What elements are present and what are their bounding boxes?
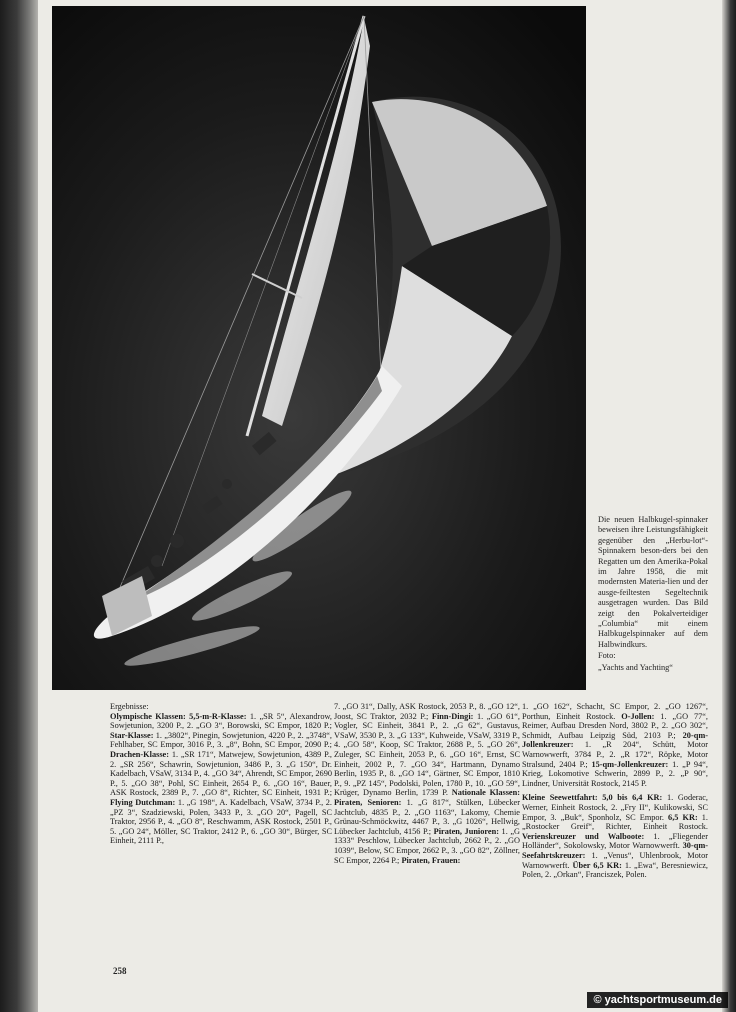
class-results: 1. „R 204“, Schütt, Motor Warnowwerft, 3784 P., 2. „R 172“, Röpke, Motor Stralsund, 2404 P.; <box>522 740 708 769</box>
caption-text: Die neuen Halbkugel-spinnaker beweisen ihre Leistungsfähigkeit gegenüber den „Herbu-lot“-Spinnakern beson-ders bei den Regatten um den Amerika-Pokal im Jahre 1958, die mit modernsten Materia-lien und der ausge-feiltesten Segeltechnik ausgetragen wurden. Das Bild zeigt den Pokalverteidiger „Columbia“ mit einem Halbkugelspinnaker auf dem Halbwindkurs. <box>598 515 708 649</box>
class-name: 20-qm-Jollenkreuzer: <box>522 730 708 750</box>
class-name: 15-qm-Jollenkreuzer: <box>591 759 669 769</box>
results-paragraph <box>334 702 520 865</box>
caption-credit-label: Foto: <box>598 651 616 661</box>
class-results: 1. „Venus“, Uhlenbrook, Motor Warnowwerft. <box>522 850 708 870</box>
class-results: 1. „P 94“, Krieg, Lokomotive Schwerin, 2899 P., 2. „P 90“, Lindner, Universität Rostock, 2145 P. <box>522 759 708 788</box>
class-name: O-Jollen: <box>621 711 655 721</box>
class-results: 1. „SR 5“, Alexandrow, Sowjetunion, 3200 P., 2. „GO 3“, Borowski, SC Empor, 1820 P.; <box>110 711 332 731</box>
class-name: Nationale Klassen: Piraten, Senioren: <box>334 788 520 807</box>
class-results: 1. „SR 171“, Matwejew, Sowjetunion, 4389 P., 2. „SR 256“, Schawrin, Sowjetunion, 3486 P., 3. „G 150“, Dr. Kadelbach, VSaW, 3134 P., 4. „GO 34“, Ahrendt, SC Empor, 2690 P., 5. „GO 38“, Pohl, SC Einheit, 2654 P., 6. „GO 16“, Bauer, ASK Rostock, 2389 P., 7. „GO 8“, Richter, SC Einheit, 1931 P.; <box>110 749 332 798</box>
class-results: 1. „G 1333“ Peschlow, Lübecker Jachtclub, 2662 P., 2. „GO 1039“, Below, SC Empor, 2662 P., 3. „GO 82“, Zöllner, SC Empor, 2264 P.; <box>334 826 520 865</box>
class-results: 1. „Rostocker Greif“, Richter, Einheit Rostock. <box>522 812 708 832</box>
class-results: 1. „3802“, Pinegin, Sowjetunion, 4220 P., 2. „3748“, Fehlhaber, SC Empor, 3016 P., 3. „8“, Bohn, SC Empor, 2090 P.; <box>110 730 332 750</box>
class-results: 1. „G 817“, Stülken, Lübecker Jachtclub, 4835 P., 2. „GO 1163“, Lakomy, Chemie Grünau-Schmöckwitz, 4467 P., 3. „G 1026“, Hellwig, Lübecker Jachtclub, 4156 P.; <box>334 797 520 836</box>
class-results: 1. „GO 77“, Reimer, Aufbau Dresden Nord, 3802 P., 2. „GO 302“, Schmidt, Aufbau Leipzig Süd, 2103 P.; <box>522 711 708 740</box>
class-results: 1. Goderac, Werner, Einheit Rostock, 2. „Fry II“, Kulikowski, SC Empor, 3. „Buk“, Sponholz, SC Empor. <box>522 793 708 822</box>
class-results: 1. „G 198“, A. Kadelbach, VSaW, 3734 P., 2. „PZ 3“, Szadziewski, Polen, 3433 P., 3. „GO 20“, Pagell, SC Traktor, 2956 P., 4. „GO 8“, Reschwamm, ASK Rostock, 2501 P., 5. „GO 24“, Möller, SC Traktor, 2412 P., 6. „GO 30“, Bürger, SC Einheit, 2111 P., <box>110 797 332 846</box>
class-results: 1. „Ewa“, Beresniewicz, Polen, 2. „Orkan“, Franciszek, Polen. <box>522 860 708 880</box>
sailboat-photo <box>52 6 586 690</box>
class-results: 1. „GO 61“, Vogler, SC Einheit, 3841 P., 2. „G 62“, Gustavus, VSaW, 3530 P., 3. „G 133“, Kuhweide, VSaW, 3319 P., 4. „GO 58“, Koop, SC Traktor, 2688 P., 5. „GO 26“, Zuleger, SC Einheit, 2053 P., 6. „GO 16“, Ernst, SC Einheit, 2002 P., 7. „GO 34“, Hartmann, Dynamo Berlin, 1935 P., 8. „GO 14“, Gärtner, SC Empor, 1810 P., 9. „PZ 145“, Podolski, Polen, 1780 P., 10. „GO 59“, Krüger, Dynamo Berlin, 1739 P. <box>334 711 520 798</box>
results-paragraph <box>522 702 708 788</box>
page-number: 258 <box>113 966 127 976</box>
watermark: © yachtsportmuseum.de <box>587 992 728 1008</box>
caption-credit: „Yachts and Yachting“ <box>598 662 673 672</box>
class-name: 6,5 KR: <box>668 812 698 822</box>
sailboat-illustration <box>52 6 586 690</box>
class-name: Über 6,5 KR: <box>572 860 622 870</box>
class-name: Kleine Seewettfahrt: 5,0 bis 6,4 KR: <box>522 793 663 803</box>
class-name: Olympische Klassen: 5,5-m-R-Klasse: <box>110 711 247 721</box>
results-column-1 <box>110 702 332 846</box>
photo-caption <box>598 515 708 673</box>
results-paragraph <box>110 712 332 846</box>
results-paragraph <box>522 793 708 879</box>
class-name: Finn-Dingi: <box>431 711 474 721</box>
class-name: Piraten, Frauen: <box>401 855 461 865</box>
results-column-2 <box>334 702 520 865</box>
book-binding <box>0 0 42 1012</box>
results-column-3 <box>522 702 708 880</box>
class-results: 1. „GO 162“, Schacht, SC Empor, 2. „GO 1267“, Porthun, Einheit Rostock. <box>522 702 708 721</box>
class-name: Piraten, Junioren: <box>433 826 499 836</box>
class-results: 7. „GO 31“, Dally, ASK Rostock, 2053 P., 8. „GO 12“, Joost, SC Traktor, 2032 P.; <box>334 702 520 721</box>
results-heading: Ergebnisse: <box>110 702 149 711</box>
class-name: Verienskreuzer und Walboote: <box>522 831 645 841</box>
class-name: Drachen-Klasse: <box>110 749 169 759</box>
page-edge <box>722 0 736 1012</box>
class-name: 30-qm-Seefahrtskreuzer: <box>522 841 708 860</box>
class-name: Flying Dutchman: <box>110 797 176 807</box>
class-name: Star-Klasse: <box>110 730 154 740</box>
class-results: 1. „Fliegender Holländer“, Sokolowsky, Motor Warnowwerft. <box>522 831 708 851</box>
